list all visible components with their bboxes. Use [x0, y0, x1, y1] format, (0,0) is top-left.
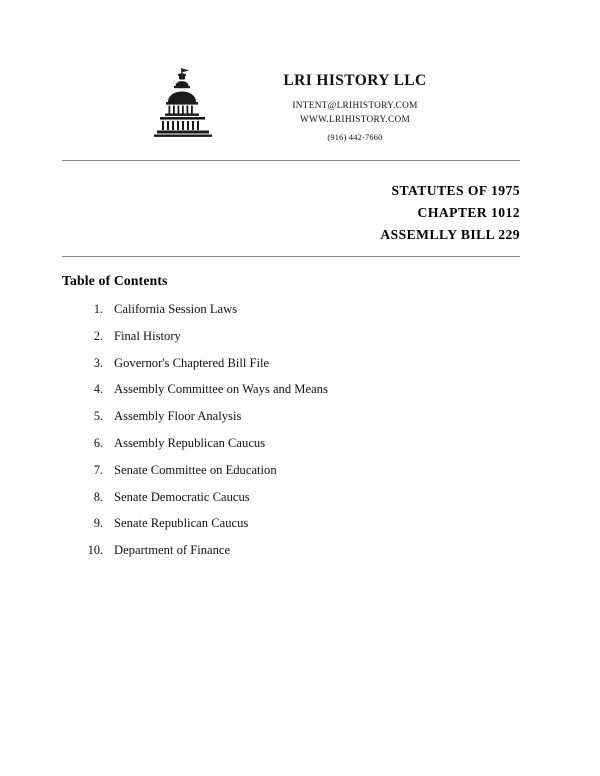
- table-of-contents: [62, 302, 546, 570]
- bill-line: ASSEMLLY BILL 229: [380, 227, 520, 243]
- divider-top: [62, 160, 520, 161]
- list-item: 1. California Session Laws: [106, 302, 546, 317]
- list-item: 10. Department of Finance: [106, 543, 546, 558]
- list-item: 9. Senate Republican Caucus: [106, 516, 546, 531]
- letterhead: [0, 58, 600, 148]
- list-item: 8. Senate Democratic Caucus: [106, 490, 546, 505]
- company-phone: (916) 442-7660: [327, 132, 383, 142]
- divider-bottom: [62, 256, 520, 257]
- title-block: [380, 180, 520, 246]
- list-item: 6. Assembly Republican Caucus: [106, 436, 546, 451]
- list-item: 2. Final History: [106, 329, 546, 344]
- list-item: 5. Assembly Floor Analysis: [106, 409, 546, 424]
- company-website: WWW.LRIHISTORY.COM: [299, 115, 411, 126]
- page-title: Table of Contents: [62, 273, 168, 288]
- company-email: INTENT@LRIHISTORY.COM: [292, 101, 418, 111]
- list-item: 3. Governor's Chaptered Bill File: [106, 356, 546, 371]
- company-name: LRI HISTORY LLC: [283, 72, 427, 89]
- letterhead-text: [210, 72, 500, 142]
- list-item: 7. Senate Committee on Education: [106, 463, 546, 478]
- chapter-line: CHAPTER 1012: [417, 205, 520, 221]
- statutes-line: STATUTES OF 1975: [391, 183, 520, 198]
- list-item: 4. Assembly Committee on Ways and Means: [106, 382, 546, 397]
- capitol-dome-icon: [148, 66, 218, 138]
